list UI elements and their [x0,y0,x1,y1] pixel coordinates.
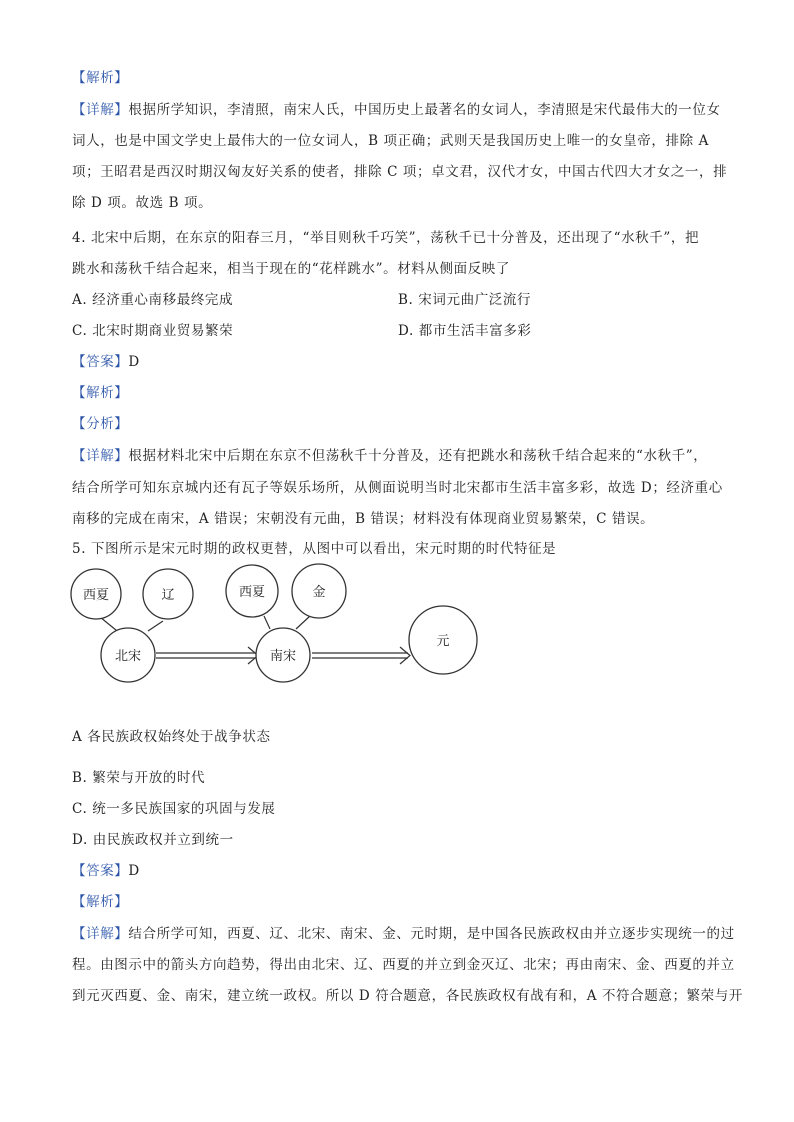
node-nansong [256,628,310,682]
detail-text: 结合所学可知，西夏、辽、北宋、南宋、金、元时期，是中国各民族政权由并立逐步实现统一的过 [128,926,735,942]
node-label: 北宋 [114,649,142,664]
answer-value: D [128,354,140,370]
connector-line [296,616,310,629]
detail-line: 除 D 项。故选 B 项。 [72,195,213,211]
detail-line: 到元灭西夏、金、南宋，建立统一政权。所以 D 符合题意，各民族政权有战有和，A 不符合题意；繁荣与开 [72,988,743,1004]
node-jin [292,564,346,618]
node-label: 辽 [161,588,175,603]
node-label: 元 [436,634,450,649]
detail-tag: 【详解】 [72,926,129,942]
analysis-tag: 【解析】 [72,70,129,86]
analysis-tag: 【解析】 [72,894,129,910]
option-b: B. 繁荣与开放的时代 [72,770,206,786]
detail-line [72,444,707,464]
connector-line [264,616,270,629]
node-label: 西夏 [238,585,266,600]
option-d: D. 由民族政权并立到统一 [72,832,234,848]
option-a: A 各民族政权始终处于战争状态 [72,729,271,745]
arrow-beisong-to-nansong [156,647,258,664]
node-liao [143,569,193,619]
option-c: C. 统一多民族国家的巩固与发展 [72,801,276,817]
answer-line [72,859,140,879]
detail-text: 根据材料北宋中后期在东京不但荡秋千十分普及，还有把跳水和荡秋千结合起来的“水秋千”， [128,448,708,464]
answer-line [72,350,140,370]
analysis-tag: 【解析】 [72,385,129,401]
node-xixia-1 [71,569,121,619]
node-yuan [409,606,477,674]
arrow-nansong-to-yuan [312,647,410,664]
option-c: C. 北宋时期商业贸易繁荣 [72,323,234,339]
answer-tag: 【答案】 [72,354,129,370]
detail-line [72,922,735,942]
fenxi-tag: 【分析】 [72,416,129,432]
option-b: B. 宋词元曲广泛流行 [398,292,532,308]
node-xixia-2 [226,565,278,617]
question-5-stem: 5. 下图所示是宋元时期的政权更替，从图中可以看出，宋元时期的时代特征是 [72,541,557,557]
node-beisong [101,628,155,682]
question-4-stem: 跳水和荡秋千结合起来，相当于现在的“花样跳水”。材料从侧面反映了 [72,261,511,277]
option-a: A. 经济重心南移最终完成 [72,292,234,308]
detail-line: 结合所学可知东京城内还有瓦子等娱乐场所，从侧面说明当时北宋都市生活丰富多彩，故选 D；经济重心 [72,480,723,496]
detail-line: 程。由图示中的箭头方向趋势，得出由北宋、辽、西夏的并立到金灭辽、北宋；再由南宋、金、西夏的并立 [72,957,735,973]
option-d: D. 都市生活丰富多彩 [398,323,532,339]
detail-line [72,98,721,118]
node-label: 金 [312,585,326,600]
detail-tag: 【详解】 [72,102,129,118]
answer-value: D [128,863,140,879]
detail-tag: 【详解】 [72,448,129,464]
answer-tag: 【答案】 [72,863,129,879]
detail-line: 南移的完成在南宋，A 错误；宋朝没有元曲，B 错误；材料没有体现商业贸易繁荣，C 错误。 [72,511,655,527]
node-label: 西夏 [82,588,110,603]
node-label: 南宋 [269,649,297,664]
detail-line: 词人，也是中国文学史上最伟大的一位女词人，B 项正确；武则天是我国历史上唯一的女皇帝，排除 A [72,133,709,149]
regime-succession-diagram [60,558,490,698]
detail-text: 根据所学知识，李清照，南宋人氏，中国历史上最著名的女词人，李清照是宋代最伟大的一位女 [128,102,721,118]
connector-line [148,621,163,631]
detail-line: 项；王昭君是西汉时期汉匈友好关系的使者，排除 C 项；卓文君，汉代才女，中国古代四大才女之一，排 [72,164,728,180]
question-4-stem: 4. 北宋中后期，在东京的阳春三月，“举目则秋千巧笑”，荡秋千已十分普及，还出现了“水秋千”，把 [72,230,700,246]
